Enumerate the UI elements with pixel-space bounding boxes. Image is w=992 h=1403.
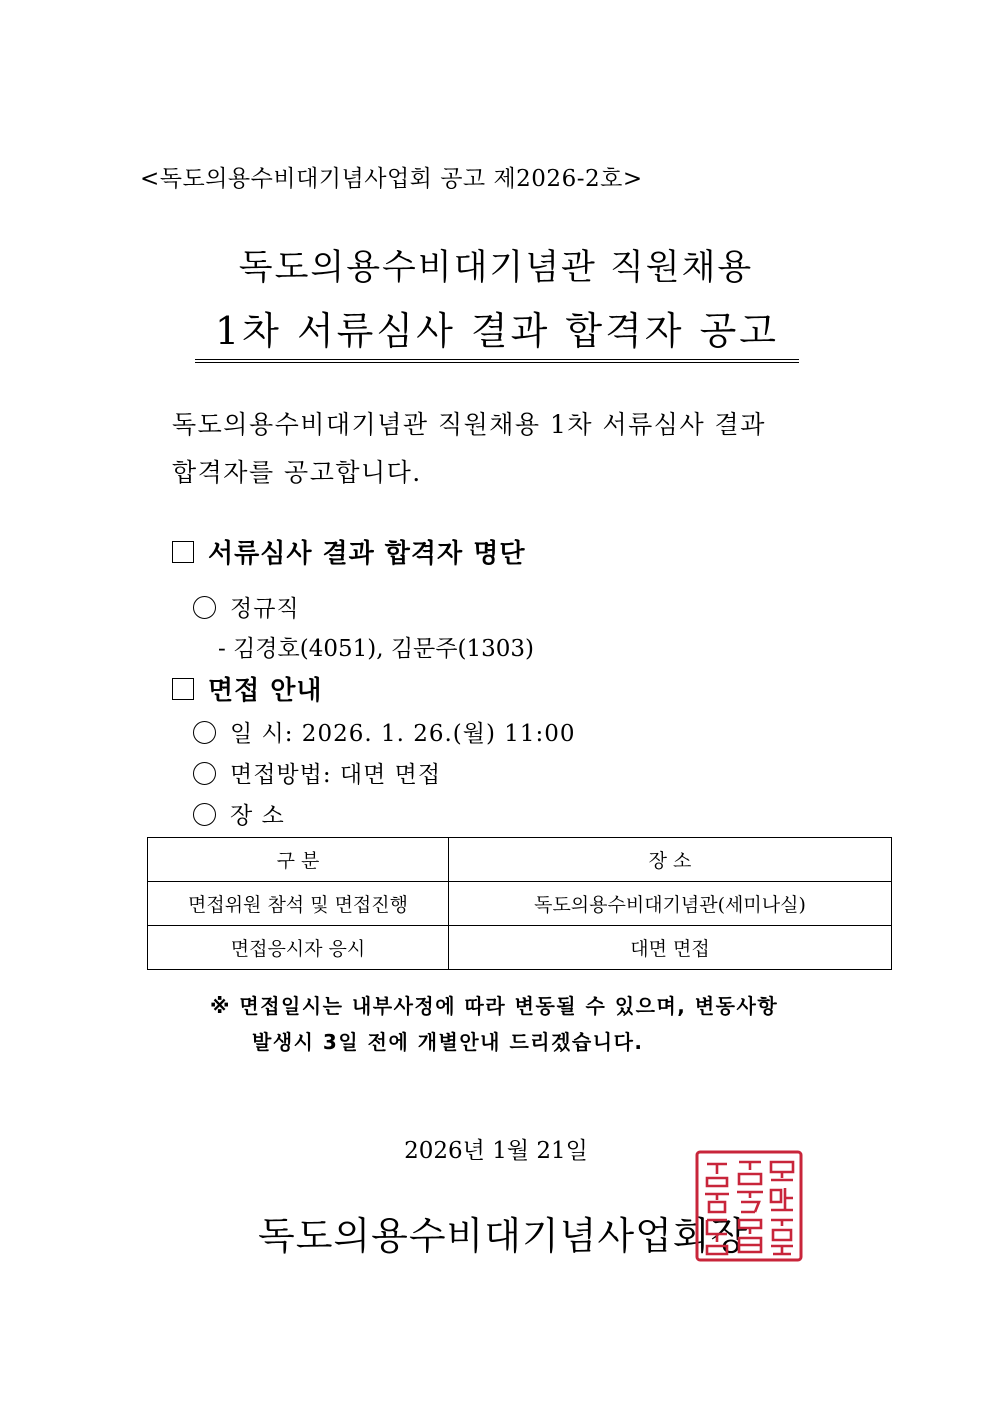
table-cell: 면접위원 참석 및 면접진행 [148, 882, 449, 926]
item-place-text: 장 소 [230, 803, 285, 829]
organization-signature: 독도의용수비대기념사업회장 [258, 1214, 749, 1258]
note-line-1: ※ 면접일시는 내부사정에 따라 변동될 수 있으며, 변동사항 [210, 994, 779, 1018]
table-header-row [148, 838, 892, 882]
item-method [193, 756, 441, 789]
item-method-text: 면접방법: 대면 면접 [230, 762, 442, 788]
table-header-cell: 장 소 [449, 838, 892, 882]
item-regular [193, 590, 300, 623]
item-regular-label: 정규직 [230, 596, 300, 622]
section-interview [172, 670, 323, 707]
square-bullet-icon [172, 541, 194, 563]
section-passers-title: 서류심사 결과 합격자 명단 [208, 539, 526, 569]
title-line-1: 독도의용수비대기념관 직원채용 [238, 248, 754, 288]
circle-bullet-icon [193, 762, 216, 785]
passer-names: - 김경호(4051), 김문주(1303) [218, 636, 534, 662]
table-cell: 대면 면접 [449, 926, 892, 970]
note-line-2: 발생시 3일 전에 개별안내 드리겠습니다. [252, 1030, 644, 1054]
intro-line-1: 독도의용수비대기념관 직원채용 1차 서류심사 결과 [172, 410, 766, 439]
document-date: 2026년 1월 21일 [404, 1138, 588, 1164]
square-bullet-icon [172, 678, 194, 700]
table-row [148, 882, 892, 926]
place-table [147, 837, 892, 970]
table-header-cell: 구 분 [148, 838, 449, 882]
circle-bullet-icon [193, 596, 216, 619]
item-date [193, 715, 576, 748]
section-interview-title: 면접 안내 [208, 676, 323, 706]
table-row [148, 926, 892, 970]
item-date-text: 일 시: 2026. 1. 26.(월) 11:00 [230, 721, 576, 747]
section-passers [172, 533, 525, 570]
title-line-2: 1차 서류심사 결과 합격자 공고 [195, 300, 799, 363]
table-cell: 면접응시자 응시 [148, 926, 449, 970]
item-place [193, 797, 285, 830]
official-seal-icon [695, 1150, 803, 1262]
notice-number: <독도의용수비대기념사업회 공고 제2026-2호> [140, 166, 643, 192]
intro-line-2: 합격자를 공고합니다. [172, 458, 422, 487]
circle-bullet-icon [193, 721, 216, 744]
circle-bullet-icon [193, 803, 216, 826]
table-cell: 독도의용수비대기념관(세미나실) [449, 882, 892, 926]
